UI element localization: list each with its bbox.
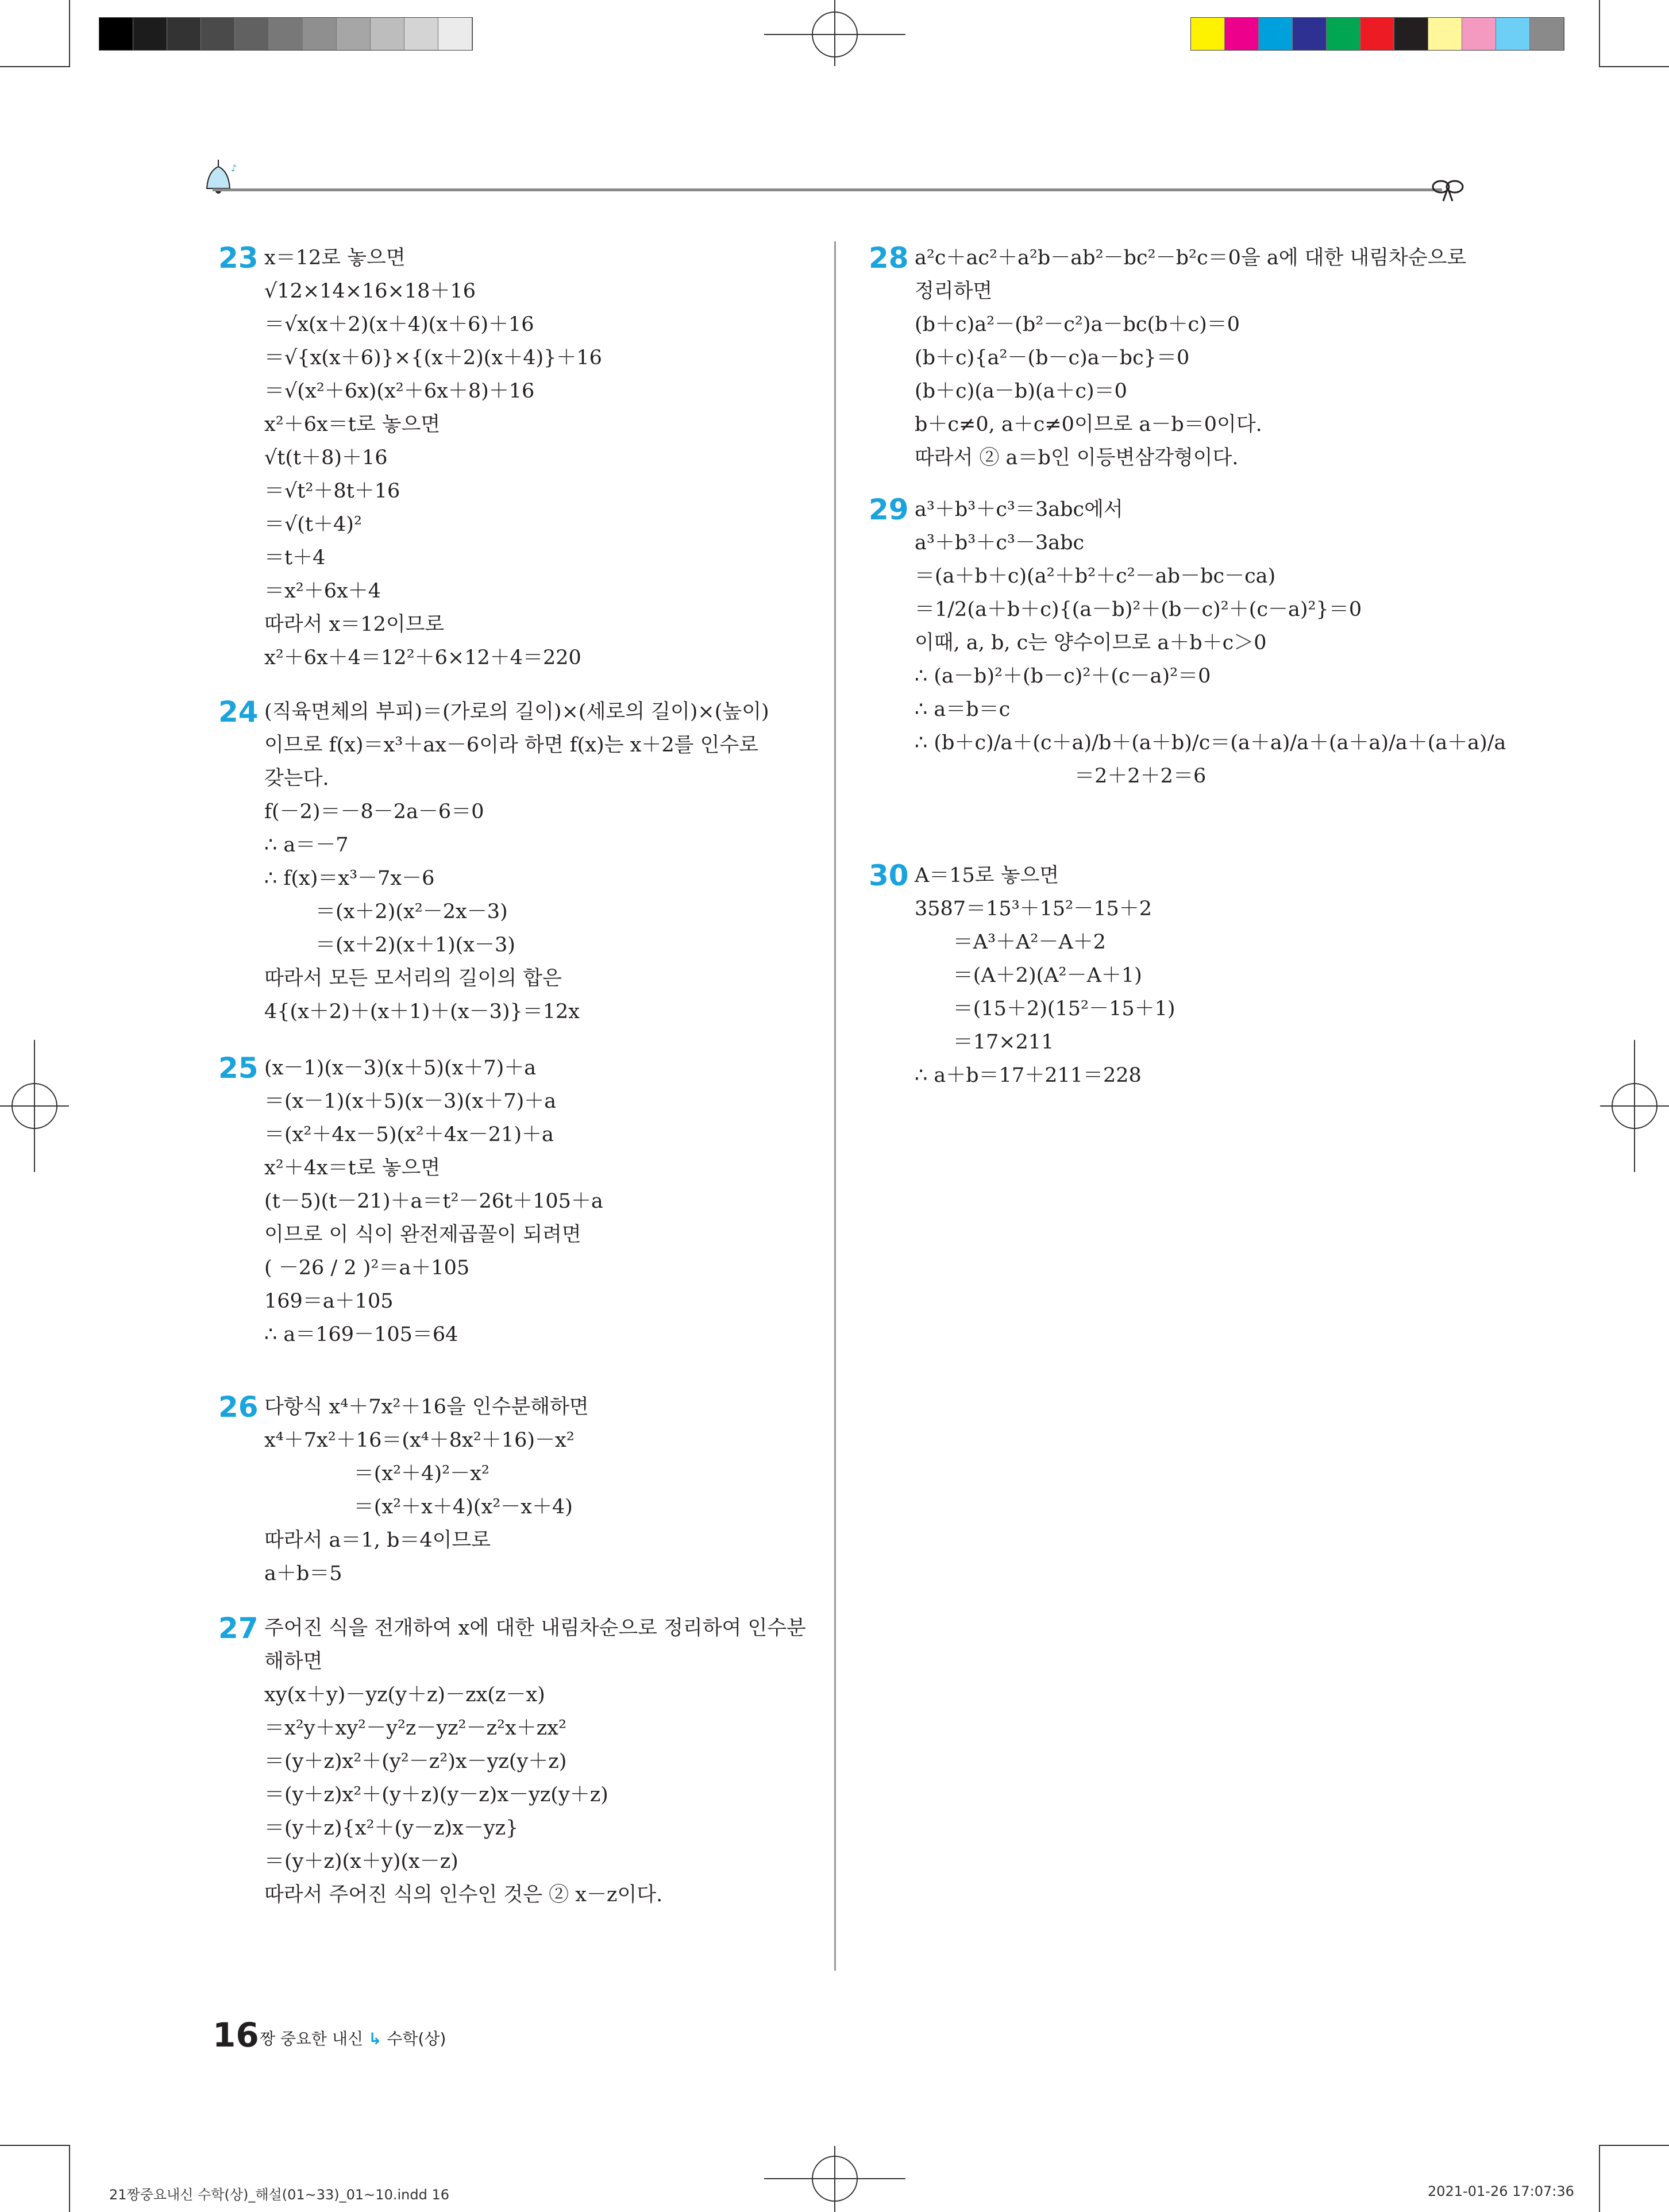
solution-line: a³＋b³＋c³－3abc bbox=[915, 531, 1085, 554]
gray-swatch bbox=[337, 18, 371, 50]
solution-line: ＝√t²＋8t＋16 bbox=[264, 480, 400, 503]
solution-line: ＝(x²＋4x－5)(x²＋4x－21)＋a bbox=[264, 1123, 554, 1146]
solution-line: 따라서 a＝1, b＝4이므로 bbox=[264, 1529, 491, 1552]
solution-line: ∴ f(x)＝x³－7x－6 bbox=[264, 867, 435, 890]
solution-line: a²c＋ac²＋a²b－ab²－bc²－b²c＝0을 a에 대한 내림차순으로 bbox=[915, 246, 1467, 269]
solution-line: 정리하면 bbox=[915, 280, 993, 303]
solution-line: ＝(x＋2)(x＋1)(x－3) bbox=[264, 934, 515, 957]
solution-line: ＝(x－1)(x＋5)(x－3)(x＋7)＋a bbox=[264, 1090, 557, 1113]
solution-line: f(－2)＝－8－2a－6＝0 bbox=[264, 800, 484, 823]
page-number: 16 bbox=[213, 2016, 259, 2055]
problem-number: 27 bbox=[218, 1612, 259, 1645]
solution-line: ＝(15＋2)(15²－15＋1) bbox=[915, 997, 1175, 1020]
solution-line: (직육면체의 부피)＝(가로의 길이)×(세로의 길이)×(높이) bbox=[264, 700, 769, 723]
gray-swatch bbox=[438, 18, 472, 50]
color-swatch bbox=[1360, 18, 1394, 50]
book-title-text: 짱 중요한 내신 bbox=[260, 2029, 364, 2048]
solution-line: ∴ a＝－7 bbox=[264, 834, 349, 857]
color-swatch bbox=[1462, 18, 1496, 50]
solution-line: ＝(x＋2)(x²－2x－3) bbox=[264, 900, 508, 923]
solution-line: ＝(A＋2)(A²－A＋1) bbox=[915, 964, 1142, 987]
crop-mark bbox=[69, 2146, 70, 2212]
solution-line: x²＋6x＝t로 놓으면 bbox=[264, 413, 441, 436]
solution-line: ＝x²y＋xy²－y²z－yz²－z²x＋zx² bbox=[264, 1717, 566, 1740]
crop-mark bbox=[0, 2145, 70, 2146]
solution-line: 따라서 모든 모서리의 길이의 합은 bbox=[264, 967, 562, 990]
color-swatch bbox=[1530, 18, 1564, 50]
solution-line: 4{(x＋2)＋(x＋1)＋(x－3)}＝12x bbox=[264, 1000, 580, 1023]
solution-line: x＝12로 놓으면 bbox=[264, 246, 406, 269]
solution-line: 3587＝15³＋15²－15＋2 bbox=[915, 897, 1153, 920]
color-swatch bbox=[1293, 18, 1327, 50]
crop-mark bbox=[1599, 2146, 1600, 2212]
solution-line: (b＋c){a²－(b－c)a－bc}＝0 bbox=[915, 346, 1190, 369]
solution-line: ∴ a＋b＝17＋211＝228 bbox=[915, 1064, 1142, 1087]
solution-text bbox=[264, 695, 769, 1028]
solution-text bbox=[264, 1051, 603, 1351]
solution-line: ＝(a＋b＋c)(a²＋b²＋c²－ab－bc－ca) bbox=[915, 565, 1276, 588]
header-rule bbox=[213, 188, 1442, 191]
solution-line: 이때, a, b, c는 양수이므로 a＋b＋c＞0 bbox=[915, 631, 1267, 654]
ribbon-bow-icon bbox=[1431, 175, 1465, 204]
solution-line: (b＋c)(a－b)(a＋c)＝0 bbox=[915, 380, 1127, 403]
problem-number: 24 bbox=[218, 695, 259, 729]
solution-line: ∴ (a－b)²＋(b－c)²＋(c－a)²＝0 bbox=[915, 665, 1211, 688]
problem-number: 25 bbox=[218, 1051, 259, 1085]
solution-line: ＝(y＋z)(x＋y)(x－z) bbox=[264, 1850, 458, 1873]
gray-swatch bbox=[133, 18, 167, 50]
color-swatch bbox=[1327, 18, 1360, 50]
gray-swatch bbox=[167, 18, 201, 50]
grayscale-bar bbox=[99, 17, 473, 51]
solution-line: 따라서 주어진 식의 인수인 것은 ② x－z이다. bbox=[264, 1883, 663, 1906]
solution-line: ＝√(x²＋6x)(x²＋6x＋8)＋16 bbox=[264, 380, 535, 403]
solution-line: x⁴＋7x²＋16＝(x⁴＋8x²＋16)－x² bbox=[264, 1429, 575, 1452]
solution-line: (b＋c)a²－(b²－c²)a－bc(b＋c)＝0 bbox=[915, 313, 1240, 336]
color-swatch bbox=[1394, 18, 1428, 50]
crop-mark bbox=[1599, 0, 1600, 66]
bell-ornament-icon bbox=[195, 154, 247, 200]
color-swatch bbox=[1259, 18, 1293, 50]
gray-swatch bbox=[303, 18, 337, 50]
solution-text bbox=[915, 241, 1466, 475]
color-bar bbox=[1190, 17, 1564, 51]
solution-text bbox=[264, 1612, 806, 1912]
solution-line: 이므로 이 식이 완전제곱꼴이 되려면 bbox=[264, 1223, 581, 1246]
solution-text bbox=[915, 493, 1506, 793]
solution-line: ＝(y＋z){x²＋(y－z)x－yz} bbox=[264, 1817, 519, 1840]
slug-file: 21짱중요내신 수학(상)_해설(01~33)_01~10.indd 16 bbox=[109, 2187, 449, 2203]
problem-number: 28 bbox=[869, 241, 909, 275]
solution-line: 주어진 식을 전개하여 x에 대한 내림차순으로 정리하여 인수분 bbox=[264, 1617, 806, 1640]
solution-line: ＝2＋2＋2＝6 bbox=[915, 765, 1207, 788]
gray-swatch bbox=[269, 18, 303, 50]
solution-line: ＝(y＋z)x²＋(y²－z²)x－yz(y＋z) bbox=[264, 1750, 567, 1773]
problem-number: 30 bbox=[869, 859, 909, 892]
problem-number: 23 bbox=[218, 241, 259, 275]
solution-line: ＝√(t＋4)² bbox=[264, 513, 362, 536]
solution-line: 갖는다. bbox=[264, 767, 329, 790]
crop-mark bbox=[1599, 66, 1669, 67]
color-swatch bbox=[1428, 18, 1462, 50]
solution-text bbox=[915, 859, 1175, 1092]
solution-line: (t－5)(t－21)＋a＝t²－26t＋105＋a bbox=[264, 1190, 603, 1213]
gray-swatch bbox=[404, 18, 438, 50]
color-swatch bbox=[1496, 18, 1530, 50]
solution-line: x²＋4x＝t로 놓으면 bbox=[264, 1157, 441, 1180]
subject-text: 수학(상) bbox=[387, 2029, 446, 2048]
solution-text bbox=[264, 241, 602, 675]
solution-line: ∴ (b＋c)/a＋(c＋a)/b＋(a＋b)/c＝(a＋a)/a＋(a＋a)/a＋(a＋a)/a bbox=[915, 731, 1506, 754]
solution-line: xy(x＋y)－yz(y＋z)－zx(z－x) bbox=[264, 1683, 545, 1706]
solution-text bbox=[264, 1390, 589, 1590]
color-swatch bbox=[1191, 18, 1225, 50]
solution-line: ＝(x²＋4)²－x² bbox=[264, 1462, 489, 1485]
solution-line: 다항식 x⁴＋7x²＋16을 인수분해하면 bbox=[264, 1396, 589, 1419]
solution-line: ＝1/2(a＋b＋c){(a－b)²＋(b－c)²＋(c－a)²}＝0 bbox=[915, 598, 1362, 621]
solution-line: x²＋6x＋4＝12²＋6×12＋4＝220 bbox=[264, 646, 581, 669]
slug-date: 2021-01-26 17:07:36 bbox=[1428, 2183, 1574, 2199]
solution-line: ＝√x(x＋2)(x＋4)(x＋6)＋16 bbox=[264, 313, 534, 336]
solution-line: ∴ a＝b＝c bbox=[915, 698, 1011, 721]
solution-line: ＝t＋4 bbox=[264, 546, 326, 569]
solution-line: 해하면 bbox=[264, 1650, 323, 1673]
solution-line: 따라서 x＝12이므로 bbox=[264, 613, 445, 636]
gray-swatch bbox=[235, 18, 269, 50]
solution-line: b＋c≠0, a＋c≠0이므로 a－b＝0이다. bbox=[915, 413, 1262, 436]
solution-line: a³＋b³＋c³＝3abc에서 bbox=[915, 498, 1123, 521]
arrow-icon: ↳ bbox=[368, 2029, 382, 2048]
solution-line: ( －26 / 2 )²＝a＋105 bbox=[264, 1257, 470, 1280]
crop-mark bbox=[69, 0, 70, 66]
solution-line: √t(t＋8)＋16 bbox=[264, 446, 388, 469]
problem-number: 26 bbox=[218, 1390, 259, 1424]
solution-line: ＝x²＋6x＋4 bbox=[264, 580, 381, 603]
gray-swatch bbox=[201, 18, 235, 50]
solution-line: 이므로 f(x)＝x³＋ax－6이라 하면 f(x)는 x＋2를 인수로 bbox=[264, 734, 759, 757]
solution-line: ＝(x²＋x＋4)(x²－x＋4) bbox=[264, 1496, 573, 1519]
solution-line: ＝√{x(x＋6)}×{(x＋2)(x＋4)}＋16 bbox=[264, 346, 602, 369]
gray-swatch bbox=[99, 18, 133, 50]
solution-line: ＝(y＋z)x²＋(y＋z)(y－z)x－yz(y＋z) bbox=[264, 1783, 608, 1806]
problem-number: 29 bbox=[869, 493, 909, 526]
color-swatch bbox=[1225, 18, 1259, 50]
solution-line: A＝15로 놓으면 bbox=[915, 864, 1059, 887]
solution-line: (x－1)(x－3)(x＋5)(x＋7)＋a bbox=[264, 1057, 537, 1080]
svg-text:♪: ♪ bbox=[231, 163, 237, 174]
solution-line: ＝17×211 bbox=[915, 1031, 1054, 1054]
solution-line: √12×14×16×18＋16 bbox=[264, 280, 476, 303]
book-title bbox=[260, 2026, 446, 2049]
column-divider bbox=[834, 241, 836, 1971]
solution-line: a＋b＝5 bbox=[264, 1562, 342, 1585]
solution-line: ∴ a＝169－105＝64 bbox=[264, 1323, 458, 1346]
solution-line: ＝A³＋A²－A＋2 bbox=[915, 931, 1106, 954]
crop-mark bbox=[0, 66, 70, 67]
gray-swatch bbox=[371, 18, 404, 50]
solution-line: 169＝a＋105 bbox=[264, 1290, 394, 1313]
solution-line: 따라서 ② a＝b인 이등변삼각형이다. bbox=[915, 446, 1239, 469]
crop-mark bbox=[1599, 2145, 1669, 2146]
